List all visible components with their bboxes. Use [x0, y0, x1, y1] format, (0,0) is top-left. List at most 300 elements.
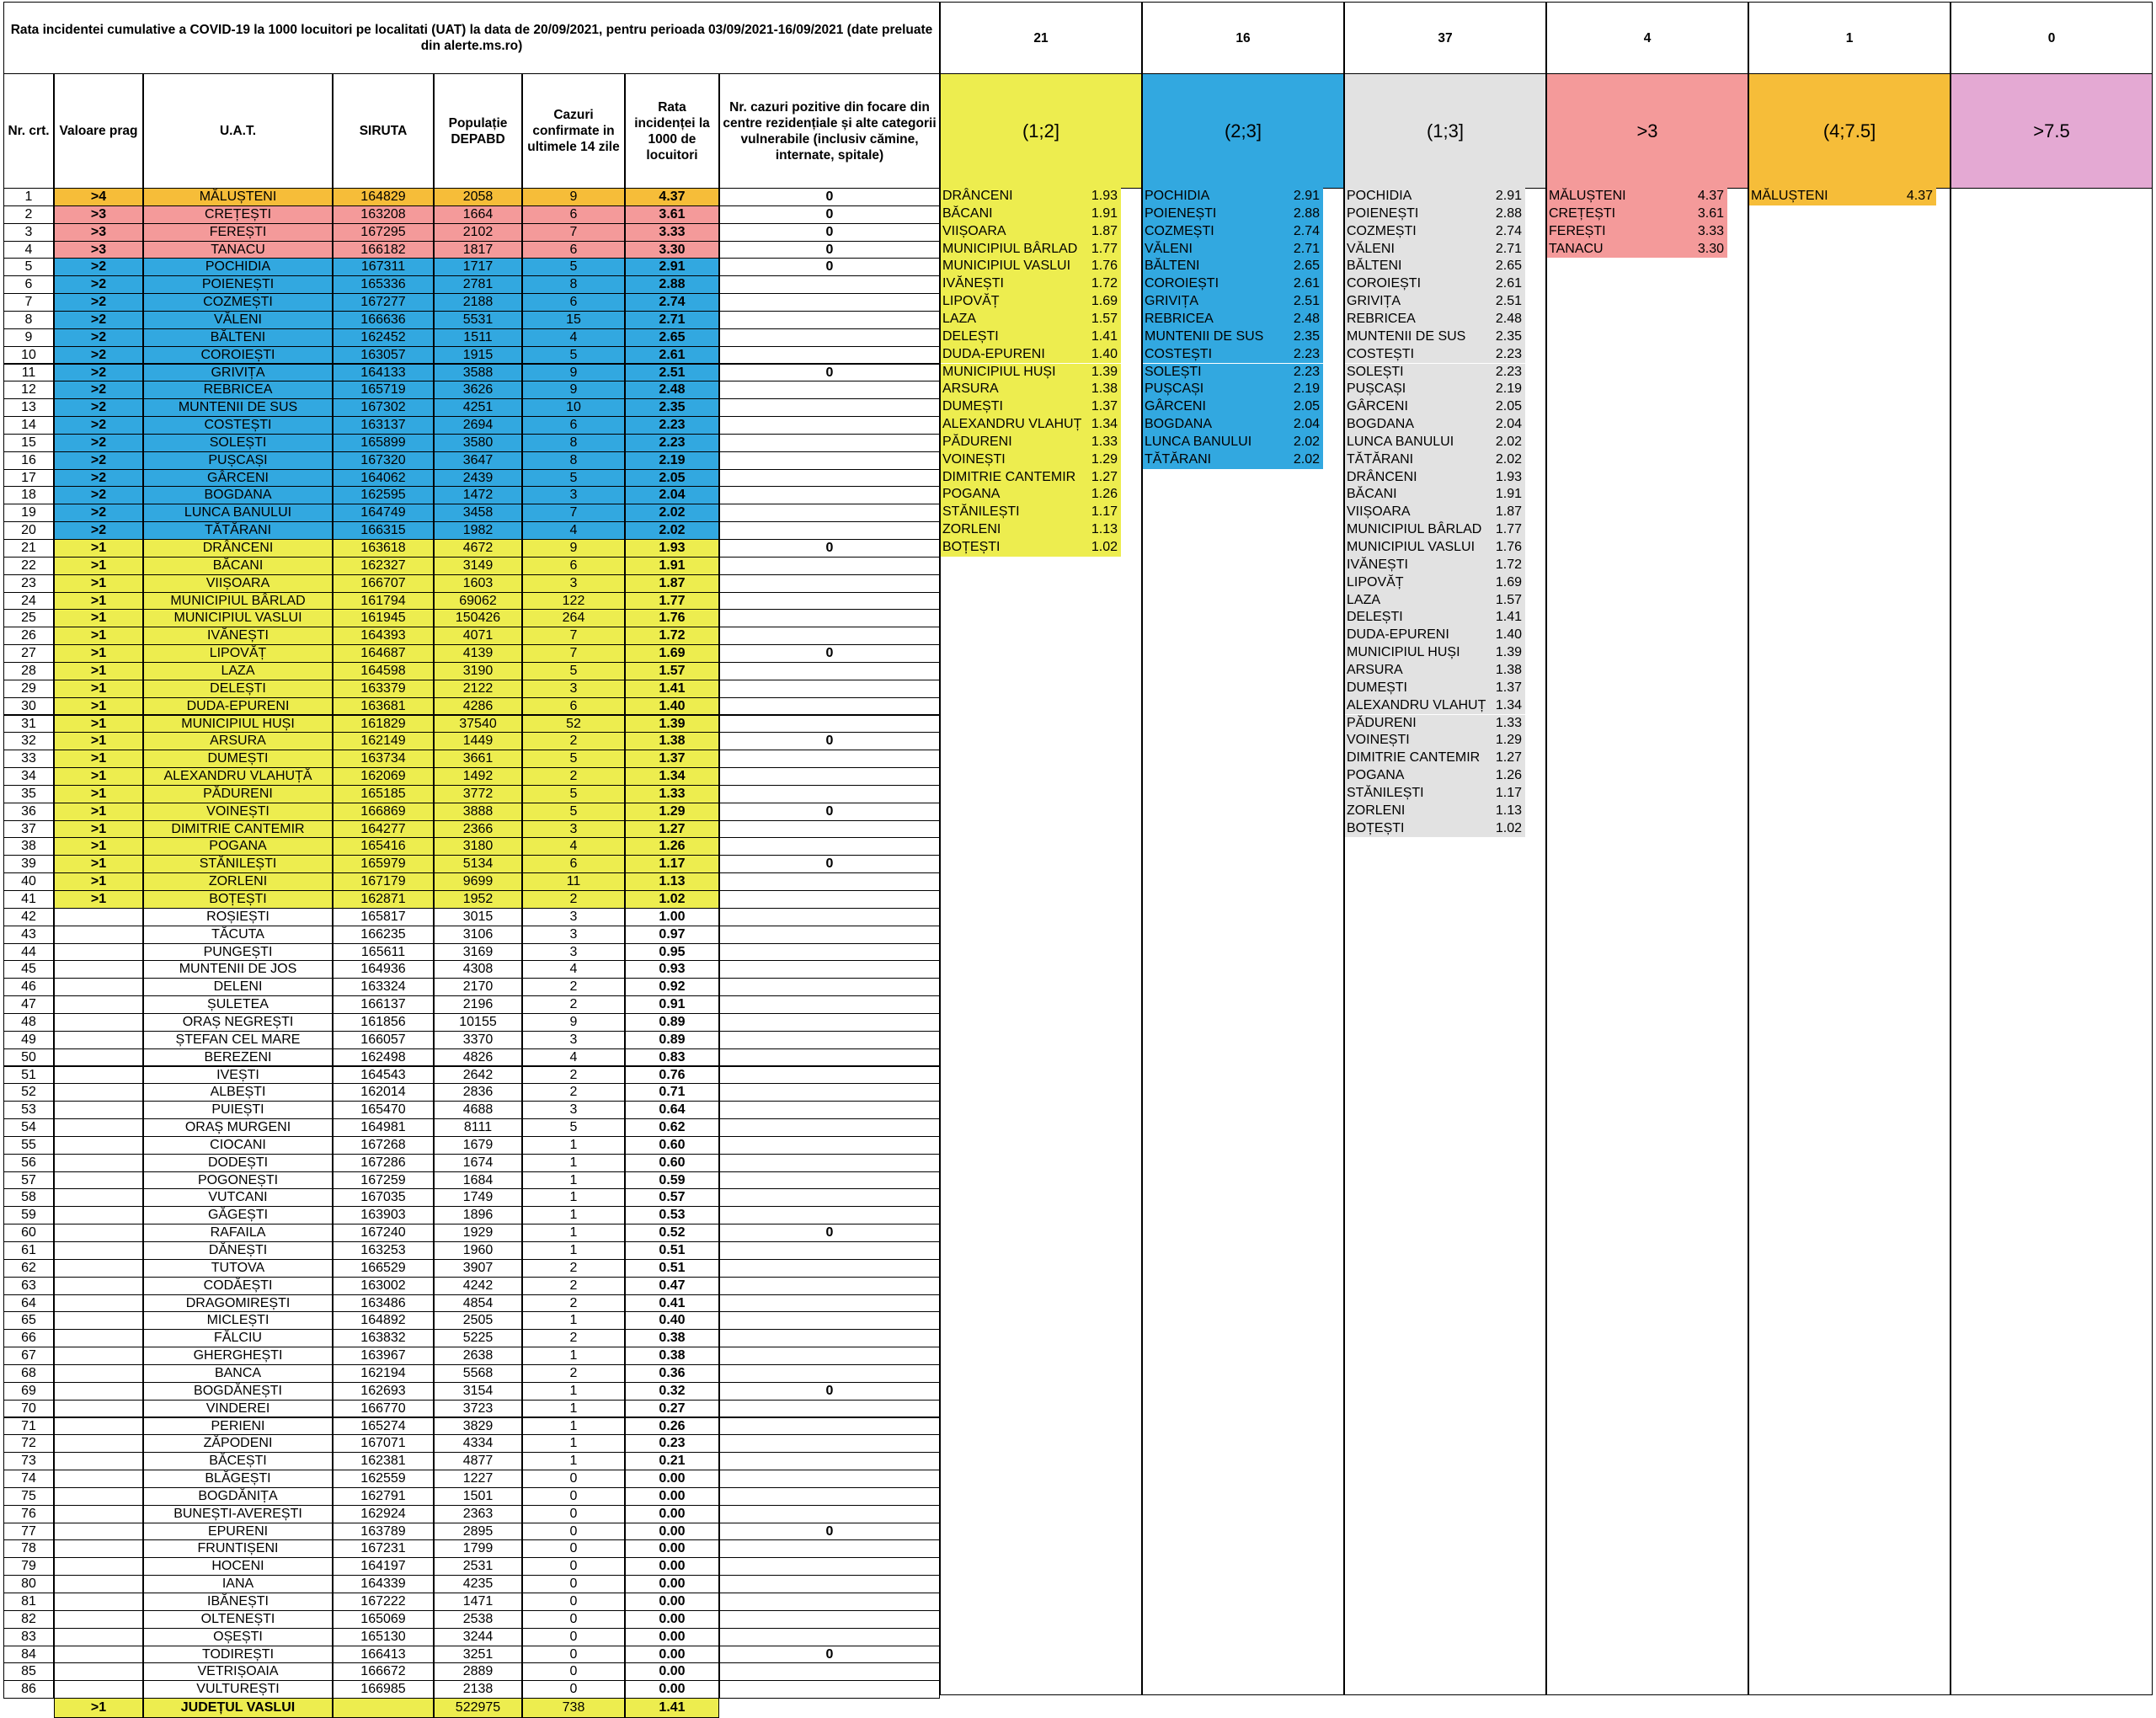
- group-item-name: BOGDANA: [1347, 417, 1415, 432]
- table-cell-pop: 1674: [434, 1154, 522, 1172]
- table-cell-uat: IVEȘTI: [143, 1066, 333, 1085]
- table-cell-siruta: 163379: [333, 680, 434, 698]
- table-cell-pop: 2363: [434, 1505, 522, 1523]
- table-cell-pop: 3661: [434, 750, 522, 768]
- table-cell-prag: [54, 1066, 143, 1085]
- table-cell-uat: BOGDĂNIȚA: [143, 1487, 333, 1506]
- group-list-item: [941, 241, 1121, 259]
- table-cell-prag: [54, 960, 143, 979]
- table-cell-rata: 0.71: [625, 1083, 719, 1102]
- table-cell-pop: 3580: [434, 434, 522, 452]
- table-cell-uat: DUDA-EPURENI: [143, 697, 333, 716]
- table-cell-nr: 31: [3, 715, 54, 734]
- table-cell-cazuri: 5: [522, 469, 625, 488]
- group-item-name: GRIVIȚA: [1145, 294, 1199, 309]
- group-item-value: 2.61: [1495, 276, 1522, 291]
- group-item-name: BOGDANA: [1145, 417, 1213, 432]
- group-item-name: STĂNILEȘTI: [1347, 785, 1424, 800]
- table-cell-pop: 1227: [434, 1470, 522, 1488]
- table-cell-focare: [719, 943, 940, 962]
- group-item-value: 2.91: [1293, 189, 1320, 203]
- group-item-value: 2.48: [1293, 311, 1320, 326]
- table-cell-prag: >2: [54, 275, 143, 294]
- table-cell-rata: 2.02: [625, 521, 719, 540]
- table-cell-pop: 1679: [434, 1136, 522, 1155]
- table-cell-siruta: 166672: [333, 1662, 434, 1681]
- group-list-item: [1345, 416, 1525, 434]
- group-item-name: BOȚEȘTI: [1347, 820, 1405, 835]
- table-cell-nr: 56: [3, 1154, 54, 1172]
- group-list-item: [1345, 364, 1525, 381]
- table-cell-uat: PUȘCAȘI: [143, 451, 333, 470]
- group-list-item: [1143, 416, 1323, 434]
- table-cell-prag: >1: [54, 539, 143, 558]
- table-cell-focare: [719, 592, 940, 611]
- table-cell-nr: 70: [3, 1400, 54, 1418]
- group-item-name: PĂDURENI: [1347, 715, 1417, 730]
- table-cell-cazuri: 5: [522, 785, 625, 803]
- table-cell-siruta: 165470: [333, 1101, 434, 1119]
- table-cell-cazuri: 1: [522, 1311, 625, 1330]
- table-cell-cazuri: 7: [522, 504, 625, 522]
- table-cell-cazuri: 0: [522, 1646, 625, 1664]
- table-cell-pop: 3458: [434, 504, 522, 522]
- group-item-name: COZMEȘTI: [1347, 223, 1417, 238]
- group-list-item: [1345, 539, 1525, 557]
- table-cell-prag: [54, 1452, 143, 1470]
- table-cell-cazuri: 0: [522, 1628, 625, 1646]
- group-item-name: MUNICIPIUL HUȘI: [1347, 645, 1460, 660]
- table-cell-cazuri: 8: [522, 434, 625, 452]
- table-cell-uat: CREȚEȘTI: [143, 205, 333, 224]
- group-list-item: [1345, 574, 1525, 592]
- table-cell-pop: 3106: [434, 926, 522, 944]
- table-cell-pop: 1717: [434, 258, 522, 276]
- table-cell-siruta: 163734: [333, 750, 434, 768]
- table-cell-prag: [54, 1347, 143, 1365]
- table-cell-pop: 2170: [434, 978, 522, 996]
- table-cell-rata: 1.41: [625, 680, 719, 698]
- table-cell-focare: [719, 680, 940, 698]
- table-cell-cazuri: 2: [522, 978, 625, 996]
- table-cell-rata: 0.91: [625, 995, 719, 1014]
- group-range-label: (4;7.5]: [1748, 73, 1951, 189]
- table-cell-uat: ALBEȘTI: [143, 1083, 333, 1102]
- column-header-nr: Nr. crt.: [3, 73, 54, 189]
- table-cell-uat: MUNICIPIUL HUȘI: [143, 715, 333, 734]
- group-item-value: 1.39: [1091, 364, 1118, 379]
- table-cell-cazuri: 6: [522, 241, 625, 259]
- group-count: 21: [940, 2, 1142, 74]
- group-item-name: MUNICIPIUL BÂRLAD: [1347, 522, 1482, 537]
- table-cell-prag: >1: [54, 715, 143, 734]
- table-cell-nr: 15: [3, 434, 54, 452]
- group-item-value: 1.17: [1495, 785, 1522, 800]
- table-cell-prag: [54, 1557, 143, 1576]
- group-count: 16: [1142, 2, 1344, 74]
- table-cell-cazuri: 0: [522, 1593, 625, 1611]
- table-cell-nr: 22: [3, 557, 54, 575]
- group-item-name: POIENEȘTI: [1145, 205, 1217, 221]
- table-cell-prag: [54, 1505, 143, 1523]
- group-item-value: 2.61: [1293, 276, 1320, 291]
- group-item-value: 3.33: [1697, 223, 1724, 238]
- table-cell-siruta: 164339: [333, 1575, 434, 1593]
- group-item-value: 2.88: [1293, 205, 1320, 221]
- group-list-item: [1345, 715, 1525, 733]
- group-item-value: 2.02: [1495, 434, 1522, 449]
- table-cell-prag: [54, 1628, 143, 1646]
- table-cell-nr: 80: [3, 1575, 54, 1593]
- table-cell-focare: [719, 1610, 940, 1629]
- table-cell-prag: [54, 1259, 143, 1278]
- group-item-value: 2.35: [1293, 328, 1320, 344]
- table-cell-siruta: 167277: [333, 293, 434, 312]
- group-item-value: 1.02: [1495, 820, 1522, 835]
- group-list-item: [941, 469, 1121, 487]
- table-cell-prag: >3: [54, 223, 143, 242]
- table-cell-rata: 0.52: [625, 1224, 719, 1242]
- group-item-name: PUȘCAȘI: [1347, 381, 1406, 397]
- table-cell-prag: >1: [54, 697, 143, 716]
- group-item-name: SOLEȘTI: [1347, 364, 1404, 379]
- table-cell-siruta: 162871: [333, 890, 434, 909]
- table-cell-uat: MUNICIPIUL BÂRLAD: [143, 592, 333, 611]
- table-cell-focare: [719, 504, 940, 522]
- table-cell-prag: >1: [54, 609, 143, 627]
- table-cell-focare: [719, 1277, 940, 1295]
- table-cell-prag: >1: [54, 574, 143, 593]
- table-cell-pop: 1472: [434, 486, 522, 504]
- table-cell-uat: GĂGEȘTI: [143, 1206, 333, 1224]
- table-cell-cazuri: 0: [522, 1662, 625, 1681]
- group-item-value: 1.27: [1495, 750, 1522, 766]
- table-cell-prag: >2: [54, 328, 143, 347]
- total-cell-siruta: [333, 1698, 434, 1718]
- table-cell-nr: 11: [3, 364, 54, 382]
- table-cell-uat: POGANA: [143, 837, 333, 856]
- group-item-value: 1.57: [1495, 592, 1522, 607]
- table-cell-pop: 2836: [434, 1083, 522, 1102]
- table-cell-prag: [54, 1434, 143, 1453]
- table-cell-rata: 1.76: [625, 609, 719, 627]
- table-cell-focare: [719, 1505, 940, 1523]
- table-cell-focare: [719, 328, 940, 347]
- group-list-item: [1345, 486, 1525, 504]
- table-cell-prag: >1: [54, 662, 143, 680]
- group-item-name: MUNICIPIUL VASLUI: [1347, 540, 1476, 554]
- table-cell-prag: >4: [54, 188, 143, 206]
- table-cell-focare: [719, 451, 940, 470]
- table-cell-uat: BĂLTENI: [143, 328, 333, 347]
- table-cell-cazuri: 2: [522, 1294, 625, 1313]
- group-item-name: BĂCANI: [1347, 487, 1397, 502]
- group-item-name: TANACU: [1549, 241, 1604, 256]
- group-item-value: 2.74: [1495, 223, 1522, 238]
- table-cell-nr: 19: [3, 504, 54, 522]
- group-item-name: VIIȘOARA: [942, 223, 1006, 238]
- table-cell-cazuri: 1: [522, 1171, 625, 1190]
- table-cell-nr: 47: [3, 995, 54, 1014]
- table-cell-cazuri: 2: [522, 1329, 625, 1347]
- table-cell-cazuri: 5: [522, 750, 625, 768]
- table-cell-prag: [54, 1277, 143, 1295]
- table-cell-pop: 150426: [434, 609, 522, 627]
- group-list-item: [1143, 381, 1323, 398]
- group-list-item: [1345, 750, 1525, 767]
- group-item-name: MUNICIPIUL HUȘI: [942, 364, 1056, 379]
- group-item-value: 2.71: [1495, 241, 1522, 256]
- column-header-focare: Nr. cazuri pozitive din focare din centre rezidențiale și alte categorii vulnerabile (inclusiv cămine, internate, spitale): [719, 73, 940, 189]
- group-item-name: IVĂNEȘTI: [942, 276, 1004, 291]
- table-cell-nr: 61: [3, 1241, 54, 1260]
- table-cell-prag: >2: [54, 364, 143, 382]
- table-cell-cazuri: 10: [522, 398, 625, 417]
- table-cell-uat: DRAGOMIREȘTI: [143, 1294, 333, 1313]
- group-item-value: 2.02: [1293, 434, 1320, 449]
- table-cell-nr: 12: [3, 381, 54, 399]
- group-list-item: [1345, 311, 1525, 328]
- table-cell-cazuri: 3: [522, 1031, 625, 1049]
- group-item-value: 1.91: [1091, 205, 1118, 221]
- table-cell-cazuri: 6: [522, 293, 625, 312]
- group-item-value: 2.65: [1293, 259, 1320, 274]
- table-cell-nr: 20: [3, 521, 54, 540]
- table-cell-prag: >1: [54, 820, 143, 839]
- table-cell-cazuri: 3: [522, 574, 625, 593]
- table-cell-pop: 3154: [434, 1382, 522, 1401]
- table-cell-rata: 3.30: [625, 241, 719, 259]
- table-cell-nr: 21: [3, 539, 54, 558]
- table-cell-siruta: 166137: [333, 995, 434, 1014]
- group-item-value: 2.23: [1293, 364, 1320, 379]
- group-list-item: [1143, 328, 1323, 346]
- table-cell-rata: 0.41: [625, 1294, 719, 1313]
- table-cell-uat: GÂRCENI: [143, 469, 333, 488]
- group-list-item: [1547, 205, 1727, 223]
- table-cell-rata: 0.00: [625, 1662, 719, 1681]
- group-item-value: 1.13: [1495, 803, 1522, 818]
- table-cell-rata: 2.48: [625, 381, 719, 399]
- table-cell-focare: [719, 1628, 940, 1646]
- group-item-name: GRIVIȚA: [1347, 294, 1401, 309]
- table-cell-nr: 38: [3, 837, 54, 856]
- group-item-name: PĂDURENI: [942, 434, 1012, 449]
- group-item-value: 2.05: [1293, 399, 1320, 414]
- table-cell-cazuri: 1: [522, 1224, 625, 1242]
- table-cell-rata: 0.93: [625, 960, 719, 979]
- table-cell-rata: 1.91: [625, 557, 719, 575]
- table-cell-siruta: 166182: [333, 241, 434, 259]
- group-item-name: REBRICEA: [1145, 311, 1214, 326]
- group-count: 4: [1546, 2, 1748, 74]
- group-item-value: 1.69: [1495, 574, 1522, 590]
- table-cell-cazuri: 5: [522, 803, 625, 821]
- group-item-value: 3.61: [1697, 205, 1724, 221]
- table-cell-cazuri: 5: [522, 662, 625, 680]
- group-list-item: [941, 504, 1121, 521]
- group-item-name: VĂLENI: [1347, 241, 1395, 256]
- group-item-value: 1.72: [1495, 557, 1522, 572]
- table-cell-cazuri: 3: [522, 486, 625, 504]
- table-cell-pop: 4251: [434, 398, 522, 417]
- group-item-name: DUDA-EPURENI: [942, 346, 1045, 361]
- group-item-name: ZORLENI: [1347, 803, 1406, 818]
- group-list-item: [1143, 311, 1323, 328]
- table-cell-rata: 0.27: [625, 1400, 719, 1418]
- table-cell-nr: 44: [3, 943, 54, 962]
- table-cell-nr: 73: [3, 1452, 54, 1470]
- table-cell-uat: RAFAILA: [143, 1224, 333, 1242]
- table-cell-rata: 2.74: [625, 293, 719, 312]
- table-cell-prag: [54, 1154, 143, 1172]
- group-item-name: ALEXANDRU VLAHUȚ: [942, 417, 1082, 432]
- table-cell-pop: 8111: [434, 1118, 522, 1137]
- table-cell-siruta: 165416: [333, 837, 434, 856]
- group-list-item: [1143, 275, 1323, 293]
- table-cell-prag: [54, 1083, 143, 1102]
- table-cell-pop: 4877: [434, 1452, 522, 1470]
- table-cell-uat: IBĂNEȘTI: [143, 1593, 333, 1611]
- table-cell-cazuri: 1: [522, 1347, 625, 1365]
- group-list-item: [1143, 293, 1323, 311]
- table-cell-focare: [719, 1118, 940, 1137]
- table-cell-siruta: 163253: [333, 1241, 434, 1260]
- table-cell-focare: [719, 1136, 940, 1155]
- group-item-name: ARSURA: [942, 381, 999, 397]
- table-cell-pop: 2138: [434, 1680, 522, 1699]
- table-cell-cazuri: 6: [522, 416, 625, 435]
- table-cell-uat: BĂCEȘTI: [143, 1452, 333, 1470]
- group-list-item: [1749, 188, 1936, 205]
- table-cell-siruta: 166529: [333, 1259, 434, 1278]
- table-cell-uat: OȘEȘTI: [143, 1628, 333, 1646]
- group-item-value: 1.76: [1495, 540, 1522, 554]
- table-cell-cazuri: 9: [522, 539, 625, 558]
- group-list-item: [1345, 241, 1525, 259]
- table-cell-siruta: 163681: [333, 697, 434, 716]
- table-cell-pop: 4071: [434, 627, 522, 645]
- table-cell-siruta: 162149: [333, 732, 434, 750]
- table-cell-cazuri: 15: [522, 311, 625, 329]
- group-item-value: 1.17: [1091, 504, 1118, 520]
- table-cell-pop: 4334: [434, 1434, 522, 1453]
- group-item-name: MĂLUȘTENI: [1751, 189, 1828, 203]
- table-cell-rata: 0.40: [625, 1311, 719, 1330]
- table-cell-rata: 0.38: [625, 1347, 719, 1365]
- table-cell-uat: GHERGHEȘTI: [143, 1347, 333, 1365]
- table-cell-pop: 2889: [434, 1662, 522, 1681]
- table-cell-siruta: 167259: [333, 1171, 434, 1190]
- group-item-value: 2.23: [1495, 364, 1522, 379]
- table-cell-focare: [719, 557, 940, 575]
- table-cell-siruta: 166057: [333, 1031, 434, 1049]
- table-cell-nr: 51: [3, 1066, 54, 1085]
- table-cell-pop: 4688: [434, 1101, 522, 1119]
- group-list-item: [1345, 644, 1525, 662]
- table-cell-rata: 1.37: [625, 750, 719, 768]
- table-cell-uat: BOȚEȘTI: [143, 890, 333, 909]
- table-cell-rata: 0.57: [625, 1188, 719, 1207]
- table-cell-siruta: 167222: [333, 1593, 434, 1611]
- table-cell-siruta: 162924: [333, 1505, 434, 1523]
- table-cell-nr: 76: [3, 1505, 54, 1523]
- table-cell-focare: 0: [719, 188, 940, 206]
- table-cell-siruta: 167302: [333, 398, 434, 417]
- group-item-value: 2.02: [1495, 451, 1522, 467]
- group-item-value: 1.26: [1495, 768, 1522, 783]
- table-cell-siruta: 163832: [333, 1329, 434, 1347]
- table-cell-cazuri: 1: [522, 1400, 625, 1418]
- group-list-item: [941, 346, 1121, 364]
- table-cell-focare: [719, 1031, 940, 1049]
- table-cell-pop: 2366: [434, 820, 522, 839]
- table-cell-prag: [54, 943, 143, 962]
- group-item-name: ALEXANDRU VLAHUȚ: [1347, 697, 1486, 712]
- table-cell-rata: 0.53: [625, 1206, 719, 1224]
- table-cell-rata: 0.47: [625, 1277, 719, 1295]
- table-cell-siruta: 163002: [333, 1277, 434, 1295]
- table-cell-prag: [54, 1206, 143, 1224]
- table-cell-rata: 0.00: [625, 1575, 719, 1593]
- table-cell-prag: >1: [54, 557, 143, 575]
- group-item-value: 4.37: [1906, 189, 1933, 203]
- table-cell-nr: 58: [3, 1188, 54, 1207]
- table-cell-rata: 2.02: [625, 504, 719, 522]
- table-cell-nr: 78: [3, 1539, 54, 1558]
- table-cell-rata: 1.39: [625, 715, 719, 734]
- group-item-value: 1.38: [1091, 381, 1118, 397]
- table-cell-uat: MUNTENII DE SUS: [143, 398, 333, 417]
- table-cell-uat: VOINEȘTI: [143, 803, 333, 821]
- table-cell-nr: 62: [3, 1259, 54, 1278]
- table-cell-cazuri: 2: [522, 1277, 625, 1295]
- table-cell-focare: [719, 416, 940, 435]
- page-title: Rata incidentei cumulative a COVID-19 la 1000 locuitori pe localitati (UAT) la data de 20/09/2021, pentru perioada 03/09/2021-16/09/2021 (date preluate din alerte.ms.ro): [3, 2, 940, 74]
- table-cell-pop: 2781: [434, 275, 522, 294]
- table-cell-nr: 34: [3, 767, 54, 786]
- table-cell-uat: BĂCANI: [143, 557, 333, 575]
- table-cell-siruta: 165069: [333, 1610, 434, 1629]
- table-cell-nr: 29: [3, 680, 54, 698]
- table-cell-nr: 10: [3, 346, 54, 365]
- table-cell-pop: 1511: [434, 328, 522, 347]
- table-cell-nr: 46: [3, 978, 54, 996]
- group-item-name: LIPOVĂȚ: [942, 294, 1000, 309]
- table-cell-cazuri: 6: [522, 557, 625, 575]
- table-cell-uat: CODĂEȘTI: [143, 1277, 333, 1295]
- group-item-name: DRÂNCENI: [1347, 469, 1417, 484]
- total-cell-cazuri: 738: [522, 1698, 625, 1718]
- group-item-name: MUNICIPIUL VASLUI: [942, 259, 1071, 274]
- group-list-item: [941, 451, 1121, 469]
- group-item-name: REBRICEA: [1347, 311, 1416, 326]
- table-cell-prag: [54, 1470, 143, 1488]
- table-cell-prag: [54, 995, 143, 1014]
- table-cell-rata: 3.33: [625, 223, 719, 242]
- table-cell-prag: [54, 1311, 143, 1330]
- table-cell-pop: 4854: [434, 1294, 522, 1313]
- table-cell-cazuri: 7: [522, 223, 625, 242]
- group-item-name: TĂTĂRANI: [1347, 451, 1414, 467]
- table-cell-siruta: 164598: [333, 662, 434, 680]
- table-cell-uat: TĂCUTA: [143, 926, 333, 944]
- table-cell-focare: [719, 1662, 940, 1681]
- table-cell-siruta: 165979: [333, 855, 434, 873]
- table-cell-focare: [719, 908, 940, 926]
- table-cell-focare: [719, 890, 940, 909]
- group-list-item: [1345, 767, 1525, 785]
